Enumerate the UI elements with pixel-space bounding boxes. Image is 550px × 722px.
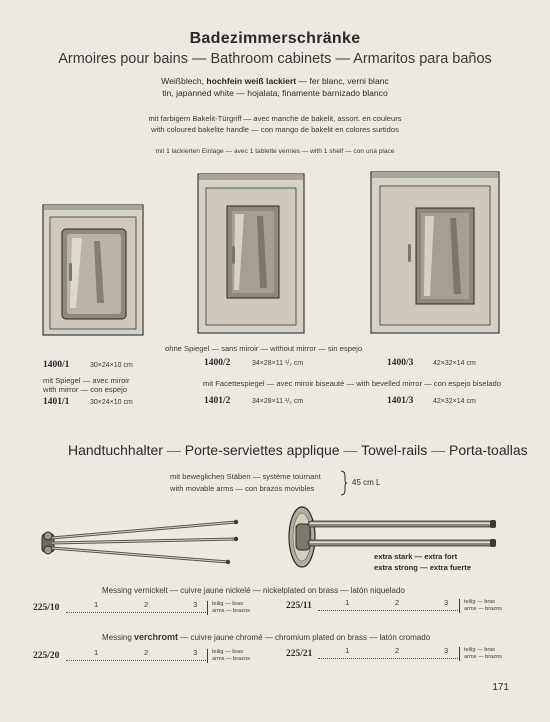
teilig-note: teilig — bras arms — brazos [207, 649, 250, 663]
movable-arms-line-1: mit beweglichen Stäben — système tournant [170, 472, 321, 481]
dotted-leader [318, 610, 458, 611]
dim-1401-3: 42×32×14 cm [433, 398, 476, 405]
arm-count-3: 3 [444, 646, 449, 655]
arm-count-1: 1 [94, 600, 99, 609]
bevelled-label: mit Facettespiegel — avec miroir biseauté — with bevelled mirror — con espejo biselado [203, 379, 501, 388]
extra-strong-line-2: extra strong — extra fuerte [374, 563, 472, 572]
cabinet-small-image [42, 203, 146, 337]
towel-rails-heading: Handtuchhalter — Porte-serviettes applique — Towel-rails — Porta-toallas [68, 442, 528, 458]
dotted-leader [66, 612, 206, 613]
dotted-leader [318, 658, 458, 659]
page-subtitle: Armoires pour bains — Bathroom cabinets — Armaritos para baños [58, 51, 492, 67]
teilig-note: teilig — bras arms — brazos [459, 647, 502, 661]
dim-1400-3: 42×32×14 cm [433, 360, 476, 367]
arm-count-2: 2 [144, 648, 149, 657]
art-1401-2: 1401/2 [204, 396, 231, 406]
page-number: 171 [492, 682, 509, 693]
art-225-21: 225/21 [286, 649, 313, 659]
art-1401-3: 1401/3 [387, 396, 414, 406]
shelf-note: mit 1 lackierten Einlage — avec 1 tablette vernies — with 1 shelf — con una place [155, 148, 395, 155]
arm-count-3: 3 [444, 598, 449, 607]
arm-count-1: 1 [345, 598, 350, 607]
dotted-leader [66, 660, 206, 661]
dim-1400-2: 34×28×11 ¹/₂ cm [252, 360, 304, 367]
art-1400-1: 1400/1 [43, 360, 70, 370]
art-1401-1: 1401/1 [43, 397, 70, 407]
art-1400-2: 1400/2 [204, 358, 231, 368]
dim-1401-2: 34×28×11 ¹/₂ cm [252, 398, 304, 405]
chrome-plated-line: Messing verchromt — cuivre jaune chromé — chromium plated on brass — latón cromado [102, 632, 431, 642]
art-225-11: 225/11 [286, 601, 312, 611]
material-line-2: tin, japanned white — hojalata, finamente barnizado blanco [162, 88, 388, 98]
cabinet-medium-image [197, 172, 307, 335]
brace-icon [340, 470, 348, 496]
extra-strong-line-1: extra stark — extra fort [374, 552, 458, 561]
handle-line-2: with coloured bakelite handle — con mango de bakelit en colores surtidos [151, 125, 399, 134]
art-225-20: 225/20 [33, 651, 60, 661]
length-label: 45 cm L [352, 478, 381, 487]
arm-count-3: 3 [193, 600, 198, 609]
page-title: Badezimmerschränke [189, 30, 361, 47]
material-line-1: Weißblech, hochfein weiß lackiert — fer blanc, verni blanc [161, 76, 389, 86]
mirror-label: mit Spiegel — avec miroir with mirror — con espejo [43, 376, 130, 394]
arm-count-1: 1 [94, 648, 99, 657]
arm-count-3: 3 [193, 648, 198, 657]
dim-1400-1: 30×24×10 cm [90, 362, 133, 369]
arm-count-2: 2 [144, 600, 149, 609]
arm-count-2: 2 [395, 598, 400, 607]
cabinet-large-image [370, 170, 502, 335]
art-225-10: 225/10 [33, 603, 60, 613]
arm-count-1: 1 [345, 646, 350, 655]
dim-1401-1: 30×24×10 cm [90, 399, 133, 406]
no-mirror-label: ohne Spiegel — sans miroir — without mirror — sin espejo [165, 344, 363, 353]
teilig-note: teilig — bras arms — brazos [459, 599, 502, 613]
movable-arms-line-2: with movable arms — con brazos movibles [170, 484, 315, 493]
handle-line-1: mit farbigem Bakelit-Türgriff — avec manche de bakelit, assort. en couleurs [148, 114, 402, 123]
nickel-plated-line: Messing vernickelt — cuivre jaune nickelé — nickelplated on brass — latón niquelado [102, 586, 405, 595]
arm-count-2: 2 [395, 646, 400, 655]
towel-rail-movable-image [38, 512, 240, 568]
teilig-note: teilig — bras arms — brazos [207, 601, 250, 615]
art-1400-3: 1400/3 [387, 358, 414, 368]
